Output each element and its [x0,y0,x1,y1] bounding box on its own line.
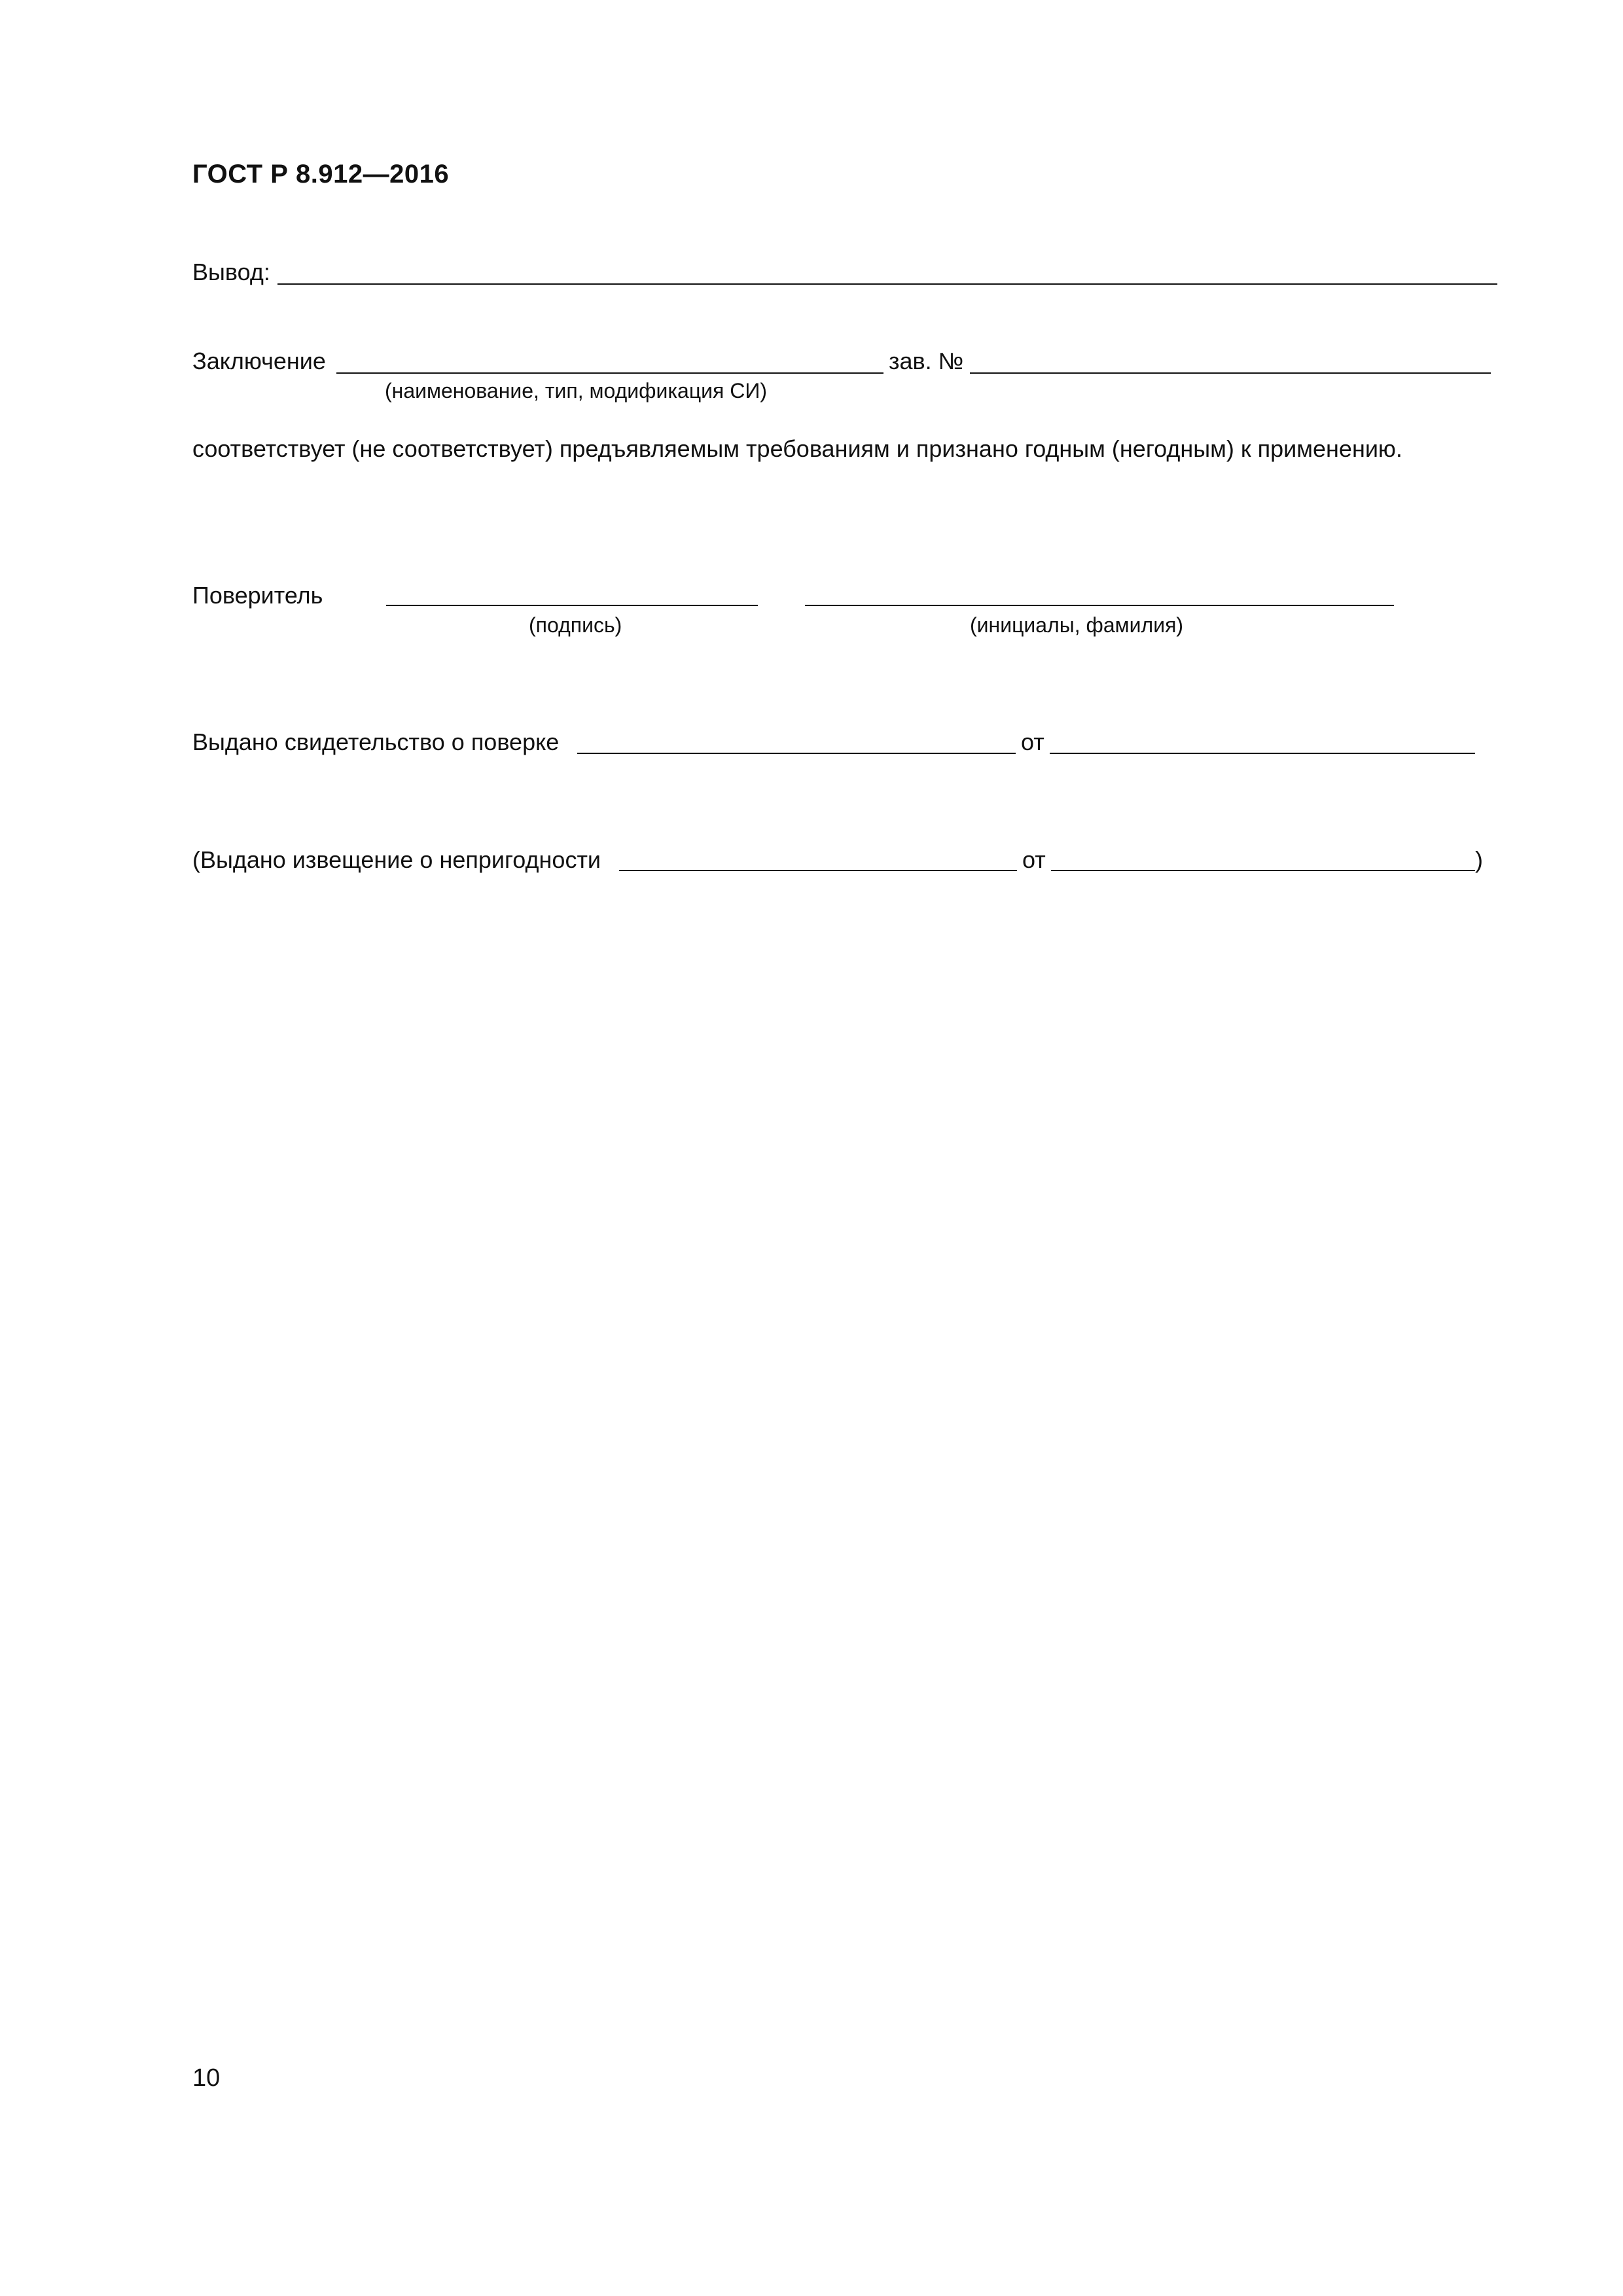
verifier-name-caption: (инициалы, фамилия) [970,613,1184,637]
conformity-statement: соответствует (не соответствует) предъявляемым требованиям и признано годным (негодным) к применению. [192,435,1402,462]
instrument-name-caption: (наименование, тип, модификация СИ) [385,379,767,403]
verdict-label: Заключение [192,348,326,374]
unfit-notice-date-label: от [1022,846,1046,873]
certificate-number-field[interactable] [577,753,1016,754]
conclusion-output-label: Вывод: [192,259,270,285]
signature-field[interactable] [386,605,758,606]
verifier-name-field[interactable] [805,605,1394,606]
unfit-notice-date-field[interactable] [1051,870,1475,871]
conclusion-output-field[interactable] [277,283,1497,285]
page-number: 10 [192,2064,221,2092]
unfit-notice-number-field[interactable] [619,870,1017,871]
serial-number-field[interactable] [970,372,1491,374]
serial-number-label: зав. № [889,348,964,374]
unfit-notice-label: (Выдано извещение о непригодности [192,846,601,873]
certificate-date-label: от [1021,728,1044,755]
instrument-name-field[interactable] [336,372,883,374]
verifier-label: Поверитель [192,582,323,609]
signature-caption: (подпись) [529,613,622,637]
unfit-notice-close-paren: ) [1475,846,1483,873]
document-header: ГОСТ Р 8.912—2016 [192,160,450,188]
certificate-label: Выдано свидетельство о поверке [192,728,560,755]
certificate-date-field[interactable] [1050,753,1475,754]
